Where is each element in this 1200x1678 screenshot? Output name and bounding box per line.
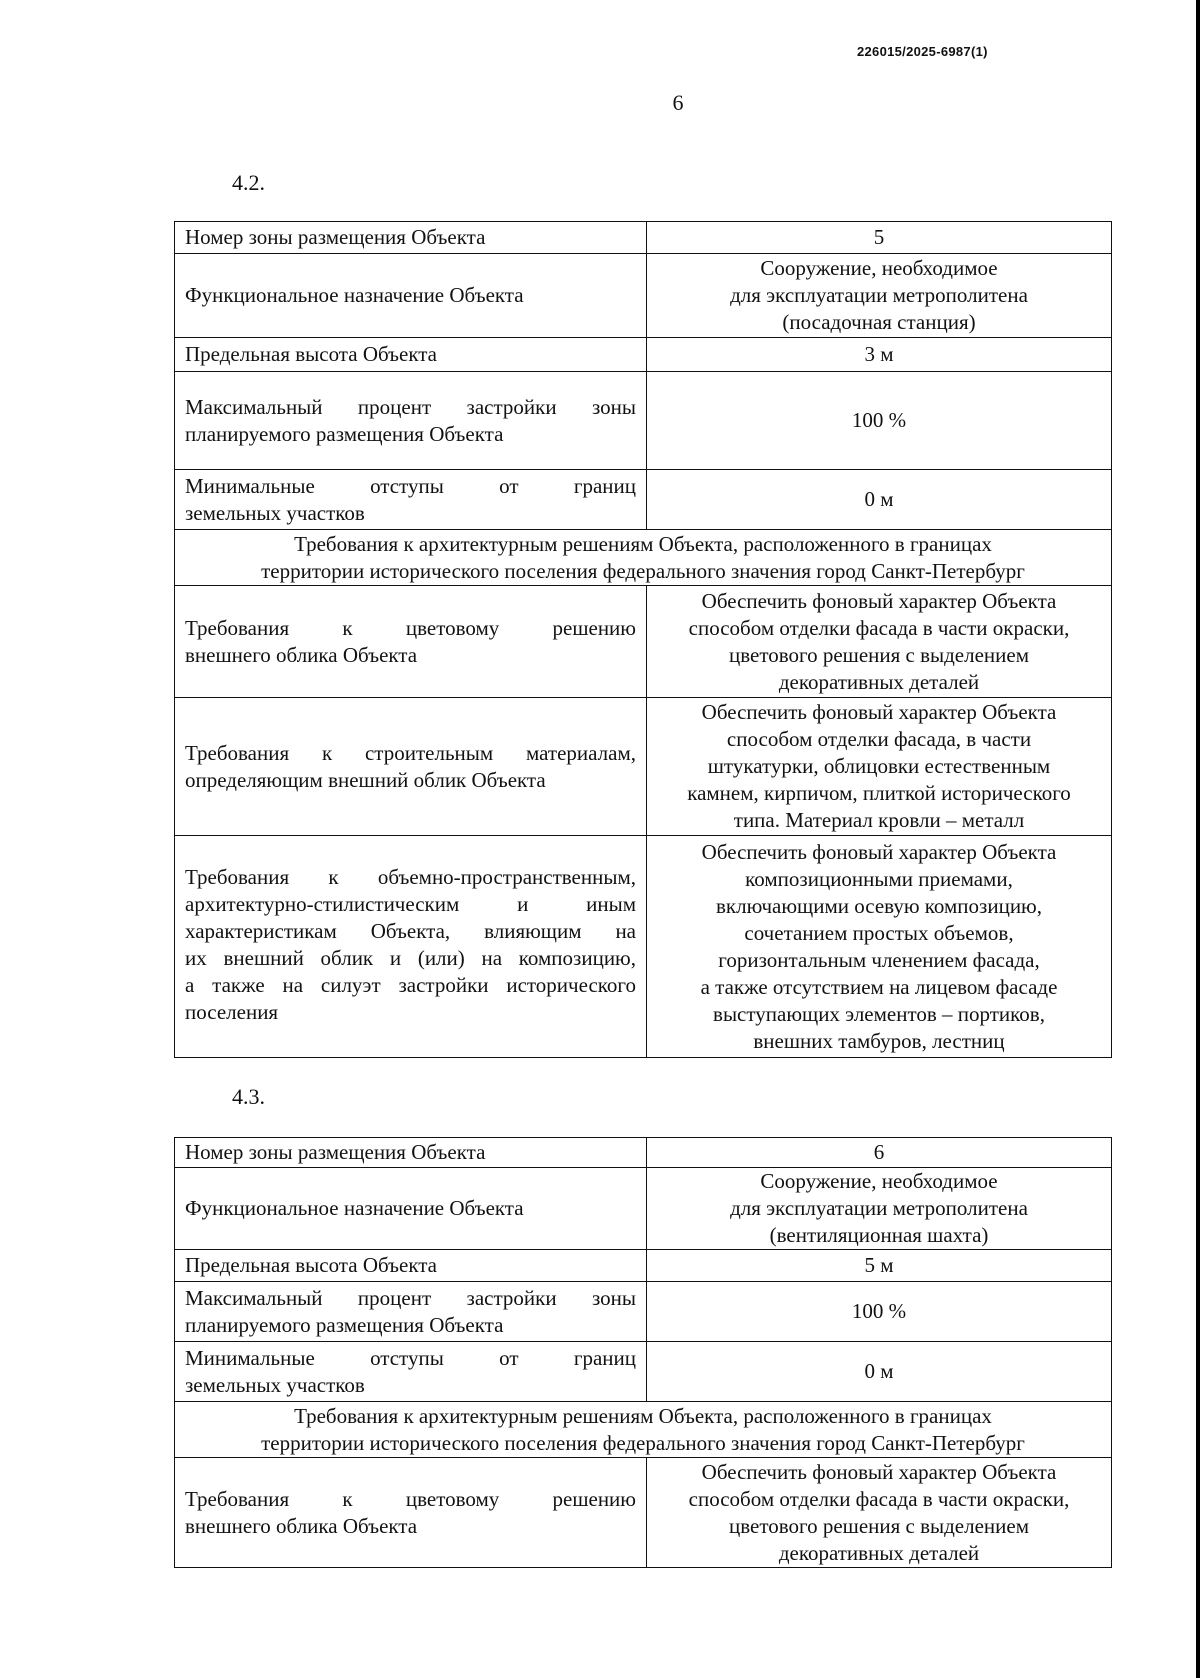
text-line: декоративных деталей bbox=[778, 1540, 980, 1565]
row-value-setbacks: 0 м bbox=[647, 1342, 1112, 1402]
table-row bbox=[175, 254, 1112, 338]
row-value-color bbox=[647, 1458, 1112, 1568]
text-line: горизонтальным членением фасада, bbox=[718, 947, 1040, 972]
table-row bbox=[175, 586, 1112, 698]
text-line: Обеспечить фоновый характер Объекта bbox=[701, 1459, 1057, 1484]
text-line: внешнего облика Объекта bbox=[185, 642, 418, 667]
text-line: территории исторического поселения федерального значения город Санкт-Петербург bbox=[261, 1430, 1025, 1455]
table-row bbox=[175, 530, 1112, 586]
text-line: Требования к строительным материалам, bbox=[185, 740, 636, 765]
row-value-function bbox=[647, 254, 1112, 338]
table-row bbox=[175, 1458, 1112, 1568]
table-row bbox=[175, 1402, 1112, 1458]
row-value-function bbox=[647, 1168, 1112, 1250]
text-line: Обеспечить фоновый характер Объекта bbox=[701, 839, 1057, 864]
text-line: Требования к архитектурным решениям Объекта, расположенного в границах bbox=[294, 1403, 992, 1428]
row-label-setbacks bbox=[175, 1342, 647, 1402]
text-line: Требования к объемно-пространственным, bbox=[185, 865, 636, 889]
text-line: поселения bbox=[185, 1000, 279, 1024]
table-row bbox=[175, 1168, 1112, 1250]
table-row bbox=[175, 698, 1112, 836]
text-line: способом отделки фасада в части окраски, bbox=[688, 1486, 1070, 1511]
row-label-coverage bbox=[175, 372, 647, 470]
row-label-function: Функциональное назначение Объекта bbox=[175, 1168, 647, 1250]
row-value-setbacks: 0 м bbox=[647, 470, 1112, 530]
text-line: выступающих элементов – портиков, bbox=[713, 1001, 1045, 1026]
row-value-materials bbox=[647, 698, 1112, 836]
text-line: декоративных деталей bbox=[778, 669, 980, 694]
row-value-height: 5 м bbox=[647, 1250, 1112, 1282]
text-line: Максимальный процент застройки зоны bbox=[185, 1285, 636, 1310]
text-line: сочетанием простых объемов, bbox=[744, 920, 1014, 945]
table-row bbox=[175, 470, 1112, 530]
text-line: для эксплуатации метрополитена bbox=[730, 1196, 1028, 1220]
text-line: внешнего облика Объекта bbox=[185, 1513, 418, 1538]
table-row bbox=[175, 836, 1112, 1058]
text-line: Обеспечить фоновый характер Объекта bbox=[701, 700, 1057, 724]
text-line: композиционными приемами, bbox=[745, 866, 1013, 891]
text-line: а также отсутствием на лицевом фасаде bbox=[700, 974, 1058, 999]
row-label-height: Предельная высота Объекта bbox=[175, 338, 647, 372]
text-line: Обеспечить фоновый характер Объекта bbox=[701, 588, 1057, 613]
text-line: Сооружение, необходимое bbox=[760, 256, 998, 280]
arch-requirements-header bbox=[175, 1402, 1112, 1458]
text-line: Сооружение, необходимое bbox=[760, 1169, 998, 1193]
row-value-height: 3 м bbox=[647, 338, 1112, 372]
table-row bbox=[175, 1342, 1112, 1402]
row-value-color bbox=[647, 586, 1112, 698]
requirements-table-4-2 bbox=[174, 221, 1112, 1058]
text-line: их внешний облик и (или) на композицию, bbox=[185, 946, 636, 970]
text-line: Минимальные отступы от границ bbox=[185, 473, 636, 498]
row-value-zone-number: 6 bbox=[647, 1138, 1112, 1168]
text-line: способом отделки фасада в части окраски, bbox=[688, 615, 1070, 640]
row-label-volume bbox=[175, 836, 647, 1058]
table-row bbox=[175, 372, 1112, 470]
table-row bbox=[175, 1138, 1112, 1168]
text-line: внешних тамбуров, лестниц bbox=[753, 1028, 1005, 1053]
table-row bbox=[175, 1282, 1112, 1342]
requirements-table-4-3 bbox=[174, 1137, 1112, 1568]
row-label-coverage bbox=[175, 1282, 647, 1342]
text-line: Требования к цветовому решению bbox=[185, 615, 636, 640]
row-label-function: Функциональное назначение Объекта bbox=[175, 254, 647, 338]
text-line: штукатурки, облицовки естественным bbox=[707, 754, 1051, 778]
table-row bbox=[175, 338, 1112, 372]
text-line: а также на силуэт застройки исторического bbox=[185, 973, 636, 997]
text-line: определяющим внешний облик Объекта bbox=[185, 767, 546, 792]
text-line: включающими осевую композицию, bbox=[715, 893, 1042, 918]
text-line: для эксплуатации метрополитена bbox=[730, 283, 1028, 307]
row-label-materials bbox=[175, 698, 647, 836]
row-value-volume bbox=[647, 836, 1112, 1058]
text-line: характеристикам Объекта, влияющим на bbox=[185, 919, 636, 943]
text-line: камнем, кирпичом, плиткой исторического bbox=[687, 781, 1071, 805]
text-line: земельных участков bbox=[185, 500, 365, 525]
table-row bbox=[175, 222, 1112, 254]
scan-edge bbox=[1196, 0, 1200, 1678]
text-line: типа. Материал кровли – металл bbox=[733, 808, 1025, 832]
table-row bbox=[175, 1250, 1112, 1282]
row-label-color bbox=[175, 586, 647, 698]
text-line: Требования к архитектурным решениям Объекта, расположенного в границах bbox=[294, 531, 992, 556]
text-line: Минимальные отступы от границ bbox=[185, 1345, 636, 1370]
arch-requirements-header bbox=[175, 530, 1112, 586]
text-line: архитектурно-стилистическим и иным bbox=[185, 892, 636, 916]
section-label-4-3: 4.3. bbox=[232, 1084, 265, 1109]
text-line: цветового решения с выделением bbox=[728, 642, 1030, 667]
document-number: 226015/2025-6987(1) bbox=[857, 44, 988, 59]
text-line: способом отделки фасада, в части bbox=[726, 727, 1032, 751]
row-value-coverage: 100 % bbox=[647, 1282, 1112, 1342]
row-label-height: Предельная высота Объекта bbox=[175, 1250, 647, 1282]
section-label-4-2: 4.2. bbox=[232, 170, 265, 195]
text-line: земельных участков bbox=[185, 1372, 365, 1397]
row-value-coverage: 100 % bbox=[647, 372, 1112, 470]
text-line: (вентиляционная шахта) bbox=[769, 1223, 989, 1247]
row-label-setbacks bbox=[175, 470, 647, 530]
text-line: планируемого размещения Объекта bbox=[185, 421, 504, 446]
row-label-zone-number: Номер зоны размещения Объекта bbox=[175, 1138, 647, 1168]
text-line: Требования к цветовому решению bbox=[185, 1486, 636, 1511]
row-value-zone-number: 5 bbox=[647, 222, 1112, 254]
text-line: (посадочная станция) bbox=[782, 310, 976, 334]
text-line: планируемого размещения Объекта bbox=[185, 1312, 504, 1337]
page-number: 6 bbox=[672, 90, 684, 115]
row-label-zone-number: Номер зоны размещения Объекта bbox=[175, 222, 647, 254]
text-line: цветового решения с выделением bbox=[728, 1513, 1030, 1538]
text-line: территории исторического поселения федерального значения город Санкт-Петербург bbox=[261, 558, 1025, 583]
row-label-color bbox=[175, 1458, 647, 1568]
text-line: Максимальный процент застройки зоны bbox=[185, 394, 636, 419]
